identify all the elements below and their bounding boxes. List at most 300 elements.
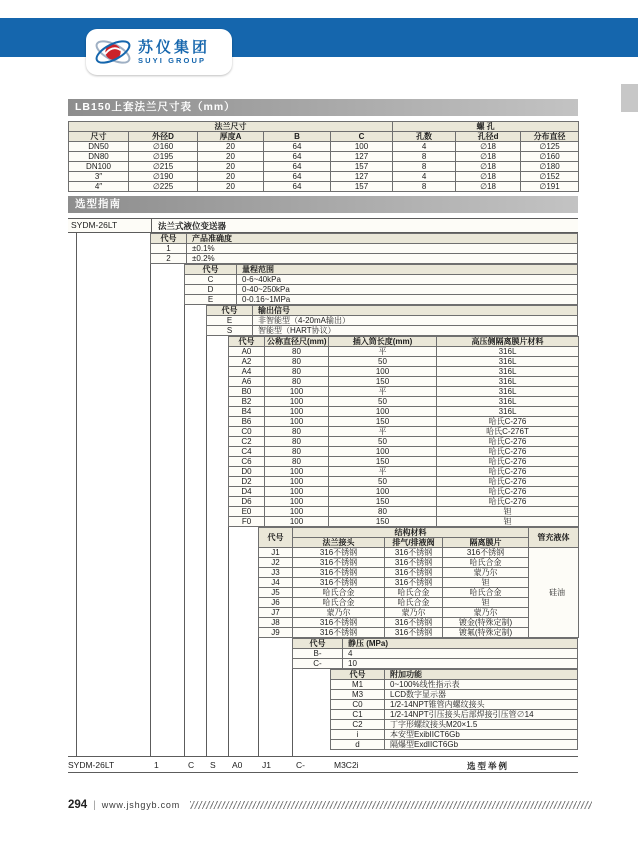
model-code: SYDM-26LT (68, 219, 152, 232)
cell: 蒙乃尔 (443, 568, 529, 578)
cell: 钽 (437, 517, 579, 527)
cell: F0 (229, 517, 265, 527)
cell: ∅18 (456, 162, 521, 172)
table-row (69, 132, 579, 142)
static-pressure-table (292, 638, 578, 669)
cell: LCD数字显示器 (385, 690, 578, 700)
cell: 隔爆型ExdIICT6Gb (385, 740, 578, 750)
table-row (259, 548, 579, 558)
table-row (151, 234, 578, 244)
table-row (331, 740, 578, 750)
cell: 0-40~250kPa (237, 285, 578, 295)
accuracy-table (150, 233, 578, 264)
table-row (229, 457, 579, 467)
table-row (229, 437, 579, 447)
cell: 64 (264, 142, 331, 152)
cell: 80 (265, 347, 329, 357)
cell: 哈氏C-276 (437, 447, 579, 457)
cell: C1 (331, 710, 385, 720)
sensor-body (229, 347, 579, 527)
extra-functions-header: 附加功能 (385, 670, 578, 680)
cell: 100 (265, 467, 329, 477)
cell: B4 (229, 407, 265, 417)
cell: 哈氏C-276 (437, 497, 579, 507)
col-header-hole-dia: 孔径d (456, 132, 521, 142)
cell: 64 (264, 182, 331, 192)
cell: 316不锈钢 (385, 568, 443, 578)
cell: A4 (229, 367, 265, 377)
table-row (185, 265, 578, 275)
cell: ∅191 (521, 182, 579, 192)
diaphragm-material-header: 高压侧隔离膜片材料 (437, 337, 579, 347)
col-header-hole-count: 孔数 (393, 132, 456, 142)
cell: B0 (229, 387, 265, 397)
cell: 150 (329, 417, 437, 427)
footer-url: www.jshgyb.com (101, 800, 181, 810)
cell: 哈氏合金 (443, 558, 529, 568)
cell: DN50 (69, 142, 129, 152)
cell: 平 (329, 427, 437, 437)
cell: 316L (437, 347, 579, 357)
footer-hatch-bar (190, 801, 592, 809)
flange-joint-header: 法兰接头 (293, 538, 385, 548)
cell: 150 (329, 457, 437, 467)
cell: B- (293, 649, 343, 659)
cell: 157 (331, 162, 393, 172)
cell: d (331, 740, 385, 750)
cell: ∅18 (456, 182, 521, 192)
range-header: 量程范围 (237, 265, 578, 275)
cell: 80 (329, 507, 437, 517)
cell: J7 (259, 608, 293, 618)
cell: M1 (331, 680, 385, 690)
example-label: 选型举例 (466, 761, 509, 771)
cell: ±0.1% (187, 244, 578, 254)
fill-liquid-cell: 硅油 (529, 548, 579, 638)
cell: 哈氏C-276T (437, 427, 579, 437)
table-row (229, 517, 579, 527)
table-row (229, 417, 579, 427)
example-structure: J1 (262, 760, 271, 770)
page-number: 294 (68, 799, 88, 811)
cell: 50 (329, 357, 437, 367)
table-row (207, 306, 578, 316)
cell: 哈氏合金 (293, 598, 385, 608)
example-sensor: A0 (232, 760, 243, 770)
cell: 8 (393, 182, 456, 192)
cell: 10 (343, 659, 578, 669)
cell: 哈氏C-276 (437, 457, 579, 467)
table-row (151, 254, 578, 264)
cell: 20 (198, 152, 264, 162)
connector-line (150, 264, 151, 756)
cell: 127 (331, 172, 393, 182)
example-output: S (210, 760, 216, 770)
cell: 316不锈钢 (385, 628, 443, 638)
cell: 100 (265, 407, 329, 417)
cell: 80 (265, 367, 329, 377)
cell: 平 (329, 387, 437, 397)
table-row (229, 477, 579, 487)
col-header-c: C (331, 132, 393, 142)
cell: 100 (265, 487, 329, 497)
table-row (331, 710, 578, 720)
cell: ∅18 (456, 142, 521, 152)
cell: 哈氏C-276 (437, 477, 579, 487)
cell: J6 (259, 598, 293, 608)
cell: 64 (264, 172, 331, 182)
cell: 80 (265, 437, 329, 447)
cell: 316不锈钢 (293, 628, 385, 638)
model-row (68, 218, 578, 233)
cell: E (185, 295, 237, 305)
table-row (331, 700, 578, 710)
cell: J3 (259, 568, 293, 578)
connector-line (76, 233, 77, 756)
cell: 316L (437, 367, 579, 377)
cell: ∅190 (129, 172, 198, 182)
table-row (151, 244, 578, 254)
cell: 哈氏C-276 (437, 487, 579, 497)
cell: 100 (265, 417, 329, 427)
cell: 哈氏合金 (385, 598, 443, 608)
cell: E0 (229, 507, 265, 517)
cell: 蒙乃尔 (293, 608, 385, 618)
cell: J5 (259, 588, 293, 598)
cell: ±0.2% (187, 254, 578, 264)
table-row (229, 487, 579, 497)
cell: C (185, 275, 237, 285)
cell: 8 (393, 162, 456, 172)
cell: 127 (331, 152, 393, 162)
example-extra: M3C2i (334, 760, 359, 770)
cell: 镀金(特殊定制) (443, 618, 529, 628)
cell: A2 (229, 357, 265, 367)
cell: 丁字形螺纹接头M20×1.5 (385, 720, 578, 730)
range-body (185, 275, 578, 305)
page-footer (68, 799, 592, 811)
cell: 80 (265, 357, 329, 367)
cell: 非智能型（4-20mA输出） (253, 316, 578, 326)
output-signal-table (206, 305, 578, 336)
code-header: 代号 (151, 234, 187, 244)
example-range: C (188, 760, 195, 770)
flange-table-body (69, 142, 579, 192)
cell: 20 (198, 142, 264, 152)
accuracy-header: 产品准确度 (187, 234, 578, 244)
table-row (69, 152, 579, 162)
group-header-flange-size: 法兰尺寸 (69, 122, 393, 132)
cell: 100 (265, 387, 329, 397)
cell: 100 (265, 477, 329, 487)
table-row (229, 347, 579, 357)
table-row (229, 387, 579, 397)
cell: 316不锈钢 (443, 548, 529, 558)
cell: D4 (229, 487, 265, 497)
cell: 80 (265, 457, 329, 467)
example-pressure: C- (296, 760, 305, 770)
cell: 316不锈钢 (385, 558, 443, 568)
cell: D0 (229, 467, 265, 477)
cell: 316不锈钢 (293, 568, 385, 578)
cell: 哈氏C-276 (437, 417, 579, 427)
cell: M3 (331, 690, 385, 700)
cell: DN100 (69, 162, 129, 172)
product-name: 法兰式液位变送器 (158, 220, 227, 231)
col-header-outer-dia: 外径D (129, 132, 198, 142)
cell: 3″ (69, 172, 129, 182)
table-row (331, 720, 578, 730)
fill-liquid-header: 管充液体 (529, 528, 579, 548)
output-body (207, 316, 578, 336)
cell: 80 (265, 427, 329, 437)
cell: 钽 (437, 507, 579, 517)
cell: 钽 (443, 598, 529, 608)
cell: 150 (329, 497, 437, 507)
example-row (68, 756, 578, 773)
table-row (229, 367, 579, 377)
cell: J4 (259, 578, 293, 588)
code-header: 代号 (207, 306, 253, 316)
cell: 100 (329, 447, 437, 457)
cell: 蒙乃尔 (443, 608, 529, 618)
cell: ∅152 (521, 172, 579, 182)
cell: 80 (265, 377, 329, 387)
cell: 100 (265, 507, 329, 517)
cell: J8 (259, 618, 293, 628)
table-row (185, 295, 578, 305)
isolation-diaphragm-header: 隔离膜片 (443, 538, 529, 548)
cell: 316L (437, 407, 579, 417)
connector-line (258, 638, 259, 756)
structure-material-table (258, 527, 579, 638)
cell: 100 (329, 367, 437, 377)
cell: 50 (329, 437, 437, 447)
table-row (229, 447, 579, 457)
cell: ∅160 (129, 142, 198, 152)
table-row (331, 690, 578, 700)
cell: D (185, 285, 237, 295)
table-row (69, 182, 579, 192)
cell: 4″ (69, 182, 129, 192)
cell: 2 (151, 254, 187, 264)
example-accuracy: 1 (154, 760, 159, 770)
brand-name-cn: 苏仪集团 (138, 39, 211, 56)
cell: 智能型（HART协议） (253, 326, 578, 336)
table-row (229, 357, 579, 367)
cell: 316L (437, 357, 579, 367)
cell: 316不锈钢 (385, 578, 443, 588)
cell: 100 (265, 497, 329, 507)
code-header: 代号 (185, 265, 237, 275)
code-header: 代号 (229, 337, 265, 347)
table-row (229, 497, 579, 507)
table-row (331, 670, 578, 680)
accuracy-body (151, 244, 578, 264)
cell: 316不锈钢 (385, 618, 443, 628)
cell: 316不锈钢 (293, 578, 385, 588)
cell: C2 (331, 720, 385, 730)
cell: D6 (229, 497, 265, 507)
brand-name-en: SUYI GROUP (138, 56, 207, 65)
cell: ∅180 (521, 162, 579, 172)
cell: 316不锈钢 (293, 558, 385, 568)
cell: 0-6~40kPa (237, 275, 578, 285)
table-row (229, 377, 579, 387)
selection-diagram (68, 218, 578, 773)
table-row (69, 142, 579, 152)
col-header-size: 尺寸 (69, 132, 129, 142)
cell: 4 (343, 649, 578, 659)
cell: 150 (329, 377, 437, 387)
cell: ∅125 (521, 142, 579, 152)
col-header-thickness: 厚度A (198, 132, 264, 142)
cell: ∅18 (456, 152, 521, 162)
cell: ∅18 (456, 172, 521, 182)
cell: ∅160 (521, 152, 579, 162)
table-row (293, 659, 578, 669)
cell: 100 (265, 517, 329, 527)
cell: C- (293, 659, 343, 669)
range-table (184, 264, 578, 305)
cell: C0 (331, 700, 385, 710)
cell: i (331, 730, 385, 740)
cell: 0~100%线性指示表 (385, 680, 578, 690)
example-model: SYDM-26LT (68, 760, 115, 770)
table-row (69, 172, 579, 182)
cell: A0 (229, 347, 265, 357)
cell: 50 (329, 397, 437, 407)
table-row (229, 407, 579, 417)
cell: 1/2-14NPT锥管内螺纹接头 (385, 700, 578, 710)
table-row (331, 680, 578, 690)
table-row (185, 275, 578, 285)
extra-body (331, 680, 578, 750)
cell: J2 (259, 558, 293, 568)
table-row (229, 397, 579, 407)
connector-line (228, 527, 229, 756)
cell: 64 (264, 162, 331, 172)
structure-body (259, 548, 579, 638)
table-row (293, 649, 578, 659)
cell: 0-0.16~1MPa (237, 295, 578, 305)
cell: 316不锈钢 (293, 618, 385, 628)
brand-text (138, 39, 210, 65)
cell: DN80 (69, 152, 129, 162)
cell: D2 (229, 477, 265, 487)
cell: 1 (151, 244, 187, 254)
table-row (331, 730, 578, 740)
cell: 100 (331, 142, 393, 152)
cell: 64 (264, 152, 331, 162)
group-header-bolt-holes: 螺 孔 (393, 122, 579, 132)
flange-table-title: LB150上套法兰尺寸表（mm） (68, 99, 578, 116)
col-header-bolt-circle: 分布直径 (521, 132, 579, 142)
cell: ∅215 (129, 162, 198, 172)
cell: 157 (331, 182, 393, 192)
output-header: 输出信号 (253, 306, 578, 316)
cell: 20 (198, 182, 264, 192)
cell: 哈氏合金 (293, 588, 385, 598)
cell: C0 (229, 427, 265, 437)
diameter-header: 公称直径尺(mm) (265, 337, 329, 347)
code-header: 代号 (259, 528, 293, 548)
cell: 蒙乃尔 (385, 608, 443, 618)
pressure-header: 静压 (MPa) (343, 639, 578, 649)
table-row (259, 528, 579, 538)
cell: 316不锈钢 (293, 548, 385, 558)
table-row (229, 507, 579, 517)
cell: J9 (259, 628, 293, 638)
connector-line (206, 336, 207, 756)
footer-divider: | (93, 799, 96, 811)
sensor-table (228, 336, 579, 527)
cell: 哈氏C-276 (437, 467, 579, 477)
cell: 哈氏合金 (385, 588, 443, 598)
cell: 4 (393, 172, 456, 182)
cell: 316L (437, 377, 579, 387)
cell: 100 (329, 407, 437, 417)
cell: 哈氏合金 (443, 588, 529, 598)
vent-drain-header: 排气/排液阀 (385, 538, 443, 548)
cell: ∅225 (129, 182, 198, 192)
pressure-body (293, 649, 578, 669)
table-row (207, 326, 578, 336)
brand-logo (86, 29, 232, 75)
cell: 50 (329, 477, 437, 487)
connector-line (292, 669, 293, 756)
suyi-logo-icon (93, 34, 133, 70)
cell: C4 (229, 447, 265, 457)
cell: 100 (329, 487, 437, 497)
extra-functions-table (330, 669, 578, 750)
table-row (207, 316, 578, 326)
cell: J1 (259, 548, 293, 558)
selection-guide-title: 选型指南 (68, 196, 578, 213)
table-row (229, 337, 579, 347)
cell: 平 (329, 467, 437, 477)
cell: 8 (393, 152, 456, 162)
cell: 80 (265, 447, 329, 457)
table-row (69, 122, 579, 132)
table-row (185, 285, 578, 295)
connector-line (184, 305, 185, 756)
flange-dimensions-table (68, 121, 579, 192)
cell: 316L (437, 397, 579, 407)
table-row (229, 467, 579, 477)
cell: B2 (229, 397, 265, 407)
cell: ∅195 (129, 152, 198, 162)
cell: C2 (229, 437, 265, 447)
code-header: 代号 (293, 639, 343, 649)
cell: 316不锈钢 (385, 548, 443, 558)
cell: 镀氟(特殊定制) (443, 628, 529, 638)
cell: 4 (393, 142, 456, 152)
table-row (293, 639, 578, 649)
insertion-length-header: 插入筒长度(mm) (329, 337, 437, 347)
page-edge-tab (621, 84, 638, 112)
cell: 150 (329, 517, 437, 527)
table-row (229, 427, 579, 437)
structure-group-header: 结构材料 (293, 528, 529, 538)
cell: 100 (265, 397, 329, 407)
cell: S (207, 326, 253, 336)
cell: 20 (198, 172, 264, 182)
cell: 平 (329, 347, 437, 357)
cell: E (207, 316, 253, 326)
cell: 本安型ExibIICT6Gb (385, 730, 578, 740)
cell: 钽 (443, 578, 529, 588)
